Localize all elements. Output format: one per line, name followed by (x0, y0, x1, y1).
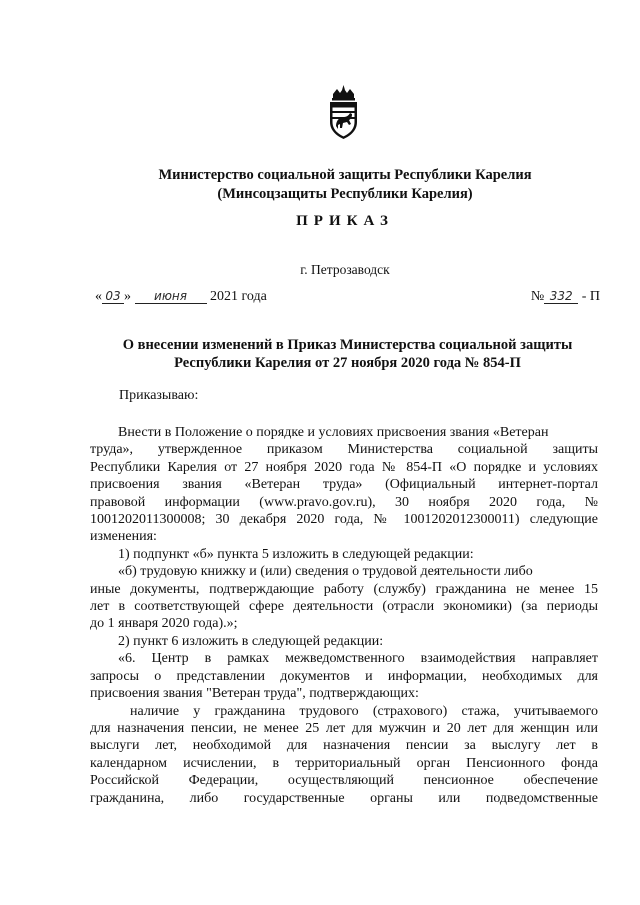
number-sign: № (530, 289, 545, 304)
date-number-line (95, 289, 600, 311)
body-line: «6. Центр в рамках межведомственного взаимодействия направляет (118, 651, 598, 667)
order-subject (95, 336, 600, 372)
body-line: иные документы, подтверждающие работу (службу) гражданина не менее 15 (90, 581, 598, 597)
handwritten-day: 03 (102, 289, 124, 304)
ministry-name: Министерство социальной защиты Республики Карелия (158, 167, 532, 183)
list-item-2: 2) пункт 6 изложить в следующей редакции: (118, 633, 384, 649)
order-date (95, 289, 267, 305)
body-line: для назначения пенсии, не менее 25 лет для мужчин и 20 лет для женщин или (90, 720, 598, 736)
ministry-short-name: (Минсоцзащиты Республики Карелия) (217, 186, 473, 202)
number-suffix: - П (581, 289, 600, 304)
body-line: «б) трудовую книжку и (или) сведения о трудовой деятельности либо (118, 564, 533, 580)
body-line: выслуги лет, необходимой для назначения пенсии за выслугу лет в (90, 738, 598, 754)
body-line: присвоения звания "Ветеран труда", подтверждающих: (90, 686, 419, 702)
handwritten-number: 332 (544, 289, 578, 304)
body-line: присвоения звания «Ветеран труда» (Официальный интернет-портал (90, 477, 598, 493)
order-year: 2021 года (210, 289, 267, 304)
open-quote: « (95, 289, 102, 304)
karelia-coat-of-arms-icon (327, 84, 360, 140)
city: г. Петрозаводск (300, 262, 390, 277)
subject-line: Республики Карелия от 27 ноября 2020 года № 854-П (174, 355, 521, 371)
handwritten-month: июня (135, 289, 207, 304)
list-item-1: 1) подпункт «б» пункта 5 изложить в следующей редакции: (118, 546, 474, 562)
body-line: запросы о представлении документов и информации, необходимых для (90, 668, 598, 684)
body-line: лет в соответствующей сфере деятельности (отрасли экономики) (за периоды (90, 599, 598, 615)
body-line: календарном исчислении, в территориальный орган Пенсионного фонда (90, 755, 598, 771)
body-line: Российской Федерации, осуществляющий пенсионное обеспечение (90, 773, 598, 789)
body-line: до 1 января 2020 года).»; (90, 616, 238, 632)
ministry-header (0, 166, 640, 204)
body-line: Внести в Положение о порядке и условиях присвоения звания «Ветеран (118, 425, 549, 440)
body-line: наличие у гражданина трудового (страхового) стажа, учитываемого (130, 703, 598, 719)
body-line: правовой информации (www.pravo.gov.ru), 30 ноября 2020 года, № (90, 494, 598, 510)
order-body (90, 424, 598, 807)
body-line: гражданина, либо государственные органы или подведомственные (90, 790, 598, 806)
body-line: 1001202011300008; 30 декабря 2020 года, № 1001202012300011) следующие (90, 512, 598, 528)
order-directive: Приказываю: (119, 388, 199, 403)
subject-line: О внесении изменений в Приказ Министерства социальной защиты (122, 337, 573, 353)
body-line: труда», утвержденное приказом Министерства социальной защиты (90, 442, 598, 458)
document-type-title: ПРИКАЗ (296, 213, 394, 229)
body-line: Республики Карелия от 27 ноября 2020 года № 854-П «О порядке и условиях (90, 459, 598, 475)
close-quote: » (124, 289, 131, 304)
body-line: изменения: (90, 529, 157, 545)
order-number (531, 289, 600, 305)
